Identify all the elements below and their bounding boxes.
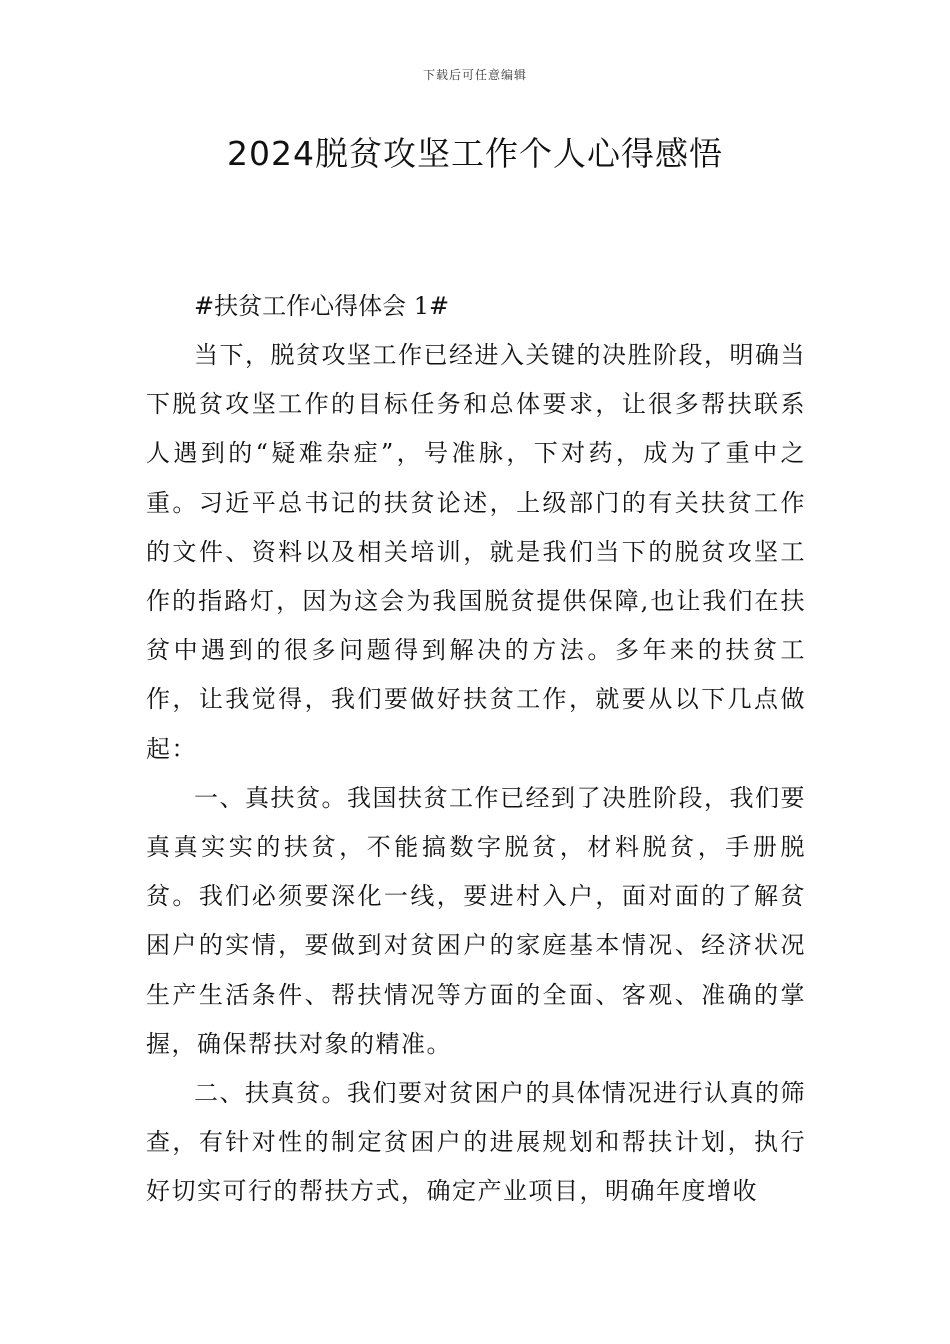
- paragraph-intro: 当下，脱贫攻坚工作已经进入关键的决胜阶段，明确当下脱贫攻坚工作的目标任务和总体要求，让很多帮扶联系人遇到的“疑难杂症”，号准脉，下对药，成为了重中之重。习近平总书记的扶贫论述，上级部门的有关扶贫工作的文件、资料以及相关培训，就是我们当下的脱贫攻坚工作的指路灯，因为这会为我国脱贫提供保障,也让我们在扶贫中遇到的很多问题得到解决的方法。多年来的扶贫工作，让我觉得，我们要做好扶贫工作，就要从以下几点做起：: [146, 341, 806, 763]
- document-title: 2024脱贫攻坚工作个人心得感悟: [227, 134, 723, 173]
- section-subheading: #扶贫工作心得体会 1#: [194, 292, 450, 320]
- header-note: 下载后可任意编辑: [422, 68, 527, 82]
- paragraph-point-one: 一、真扶贫。我国扶贫工作已经到了决胜阶段，我们要真真实实的扶贫，不能搞数字脱贫，材料脱贫，手册脱贫。我们必须要深化一线，要进村入户，面对面的了解贫困户的实情，要做到对贫困户的家庭基本情况、经济状况生产生活条件、帮扶情况等方面的全面、客观、准确的掌握，确保帮扶对象的精准。: [146, 783, 806, 1058]
- paragraph-point-two: 二、扶真贫。我们要对贫困户的具体情况进行认真的筛查，有针对性的制定贫困户的进展规划和帮扶计划，执行好切实可行的帮扶方式，确定产业项目，明确年度增收: [146, 1079, 806, 1206]
- document-body: [146, 282, 806, 1217]
